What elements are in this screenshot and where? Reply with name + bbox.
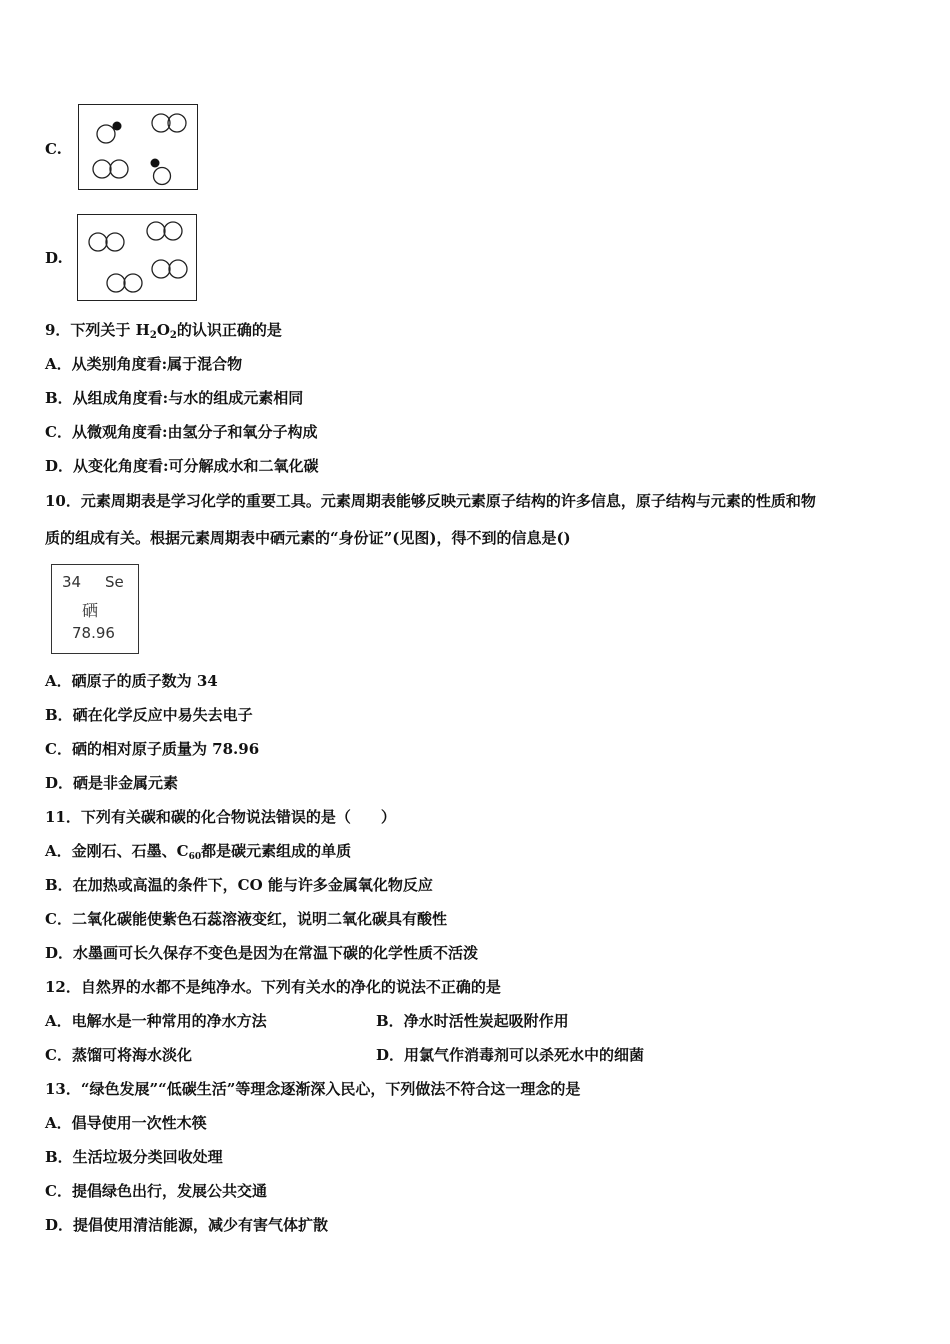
q12-option-c[interactable]: C．蒸馏可将海水淡化 (45, 1046, 192, 1064)
q9-stem-text: 的认识正确的是 (176, 321, 282, 339)
q8-option-c-diagram (78, 104, 198, 190)
atom (168, 114, 186, 132)
small-atom (151, 159, 160, 168)
q10-option-a[interactable]: A．硒原子的质子数为 34 (45, 672, 218, 690)
subscript: 2 (169, 330, 177, 341)
q10-option-d[interactable]: D．硒是非金属元素 (45, 774, 179, 792)
q13-stem: 13．“绿色发展”“低碳生活”等理念逐渐深入民心，下列做法不符合这一理念的是 (45, 1080, 581, 1098)
atomic-number: 34 (62, 573, 82, 591)
atom (106, 233, 124, 251)
atom (152, 260, 170, 278)
selenium-element-card (51, 564, 139, 654)
atom (164, 222, 182, 240)
q9-option-c[interactable]: C．从微观角度看:由氢分子和氧分子构成 (45, 423, 318, 441)
small-atom (113, 122, 122, 131)
molecule-diagram-c (79, 105, 197, 189)
atom (110, 160, 128, 178)
atom (107, 274, 125, 292)
q13-option-c[interactable]: C．提倡绿色出行，发展公共交通 (45, 1182, 267, 1200)
q13-option-d[interactable]: D．提倡使用清洁能源，减少有害气体扩散 (45, 1216, 329, 1234)
q11-option-a[interactable] (45, 841, 351, 867)
atom (152, 114, 170, 132)
q9-stem (45, 320, 282, 346)
q13-option-a[interactable]: A．倡导使用一次性木筷 (45, 1114, 207, 1132)
q9-option-d[interactable]: D．从变化角度看:可分解成水和二氧化碳 (45, 457, 319, 475)
subscript: 2 (149, 330, 157, 341)
q11-stem: 11．下列有关碳和碳的化合物说法错误的是（ ） (45, 808, 396, 826)
q9-stem-text: 9．下列关于 H (45, 321, 150, 339)
atom (124, 274, 142, 292)
atom (147, 222, 165, 240)
q13-option-b[interactable]: B．生活垃圾分类回收处理 (45, 1148, 223, 1166)
q10-stem-line2: 质的组成有关。根据元素周期表中硒元素的“身份证”(见图)，得不到的信息是() (45, 529, 571, 547)
atom (93, 160, 111, 178)
atom (154, 168, 171, 185)
atomic-mass: 78.96 (72, 624, 115, 642)
q8-option-c-label[interactable]: C. (45, 140, 62, 158)
atom (169, 260, 187, 278)
q11-option-d[interactable]: D．水墨画可长久保存不变色是因为在常温下碳的化学性质不活泼 (45, 944, 479, 962)
q12-stem: 12．自然界的水都不是纯净水。下列有关水的净化的说法不正确的是 (45, 978, 501, 996)
q10-option-b[interactable]: B．硒在化学反应中易失去电子 (45, 706, 253, 724)
q11-option-a-text: A．金刚石、石墨、C (45, 842, 189, 860)
q9-stem-text: O (156, 321, 170, 339)
q8-option-d-label[interactable]: D. (45, 249, 63, 267)
q11-option-a-text: 都是碳元素组成的单质 (201, 842, 352, 860)
q12-option-b[interactable]: B．净水时活性炭起吸附作用 (376, 1012, 569, 1030)
atom (89, 233, 107, 251)
q9-option-b[interactable]: B．从组成角度看:与水的组成元素相同 (45, 389, 304, 407)
q12-option-a[interactable]: A．电解水是一种常用的净水方法 (45, 1012, 267, 1030)
q12-option-d[interactable]: D．用氯气作消毒剂可以杀死水中的细菌 (376, 1046, 645, 1064)
molecule-diagram-d (78, 215, 196, 300)
q10-stem-line1: 10．元素周期表是学习化学的重要工具。元素周期表能够反映元素原子结构的许多信息，原子结构与元素的性质和物 (45, 492, 816, 510)
atom (97, 125, 115, 143)
element-name: 硒 (82, 601, 99, 620)
q11-option-b[interactable]: B．在加热或高温的条件下，CO 能与许多金属氧化物反应 (45, 876, 433, 894)
element-symbol: Se (105, 573, 124, 591)
subscript: 60 (188, 852, 202, 862)
q9-option-a[interactable]: A．从类别角度看:属于混合物 (45, 355, 243, 373)
q10-option-c[interactable]: C．硒的相对原子质量为 78.96 (45, 740, 260, 758)
q8-option-d-diagram (77, 214, 197, 301)
q11-option-c[interactable]: C．二氧化碳能使紫色石蕊溶液变红，说明二氧化碳具有酸性 (45, 910, 447, 928)
